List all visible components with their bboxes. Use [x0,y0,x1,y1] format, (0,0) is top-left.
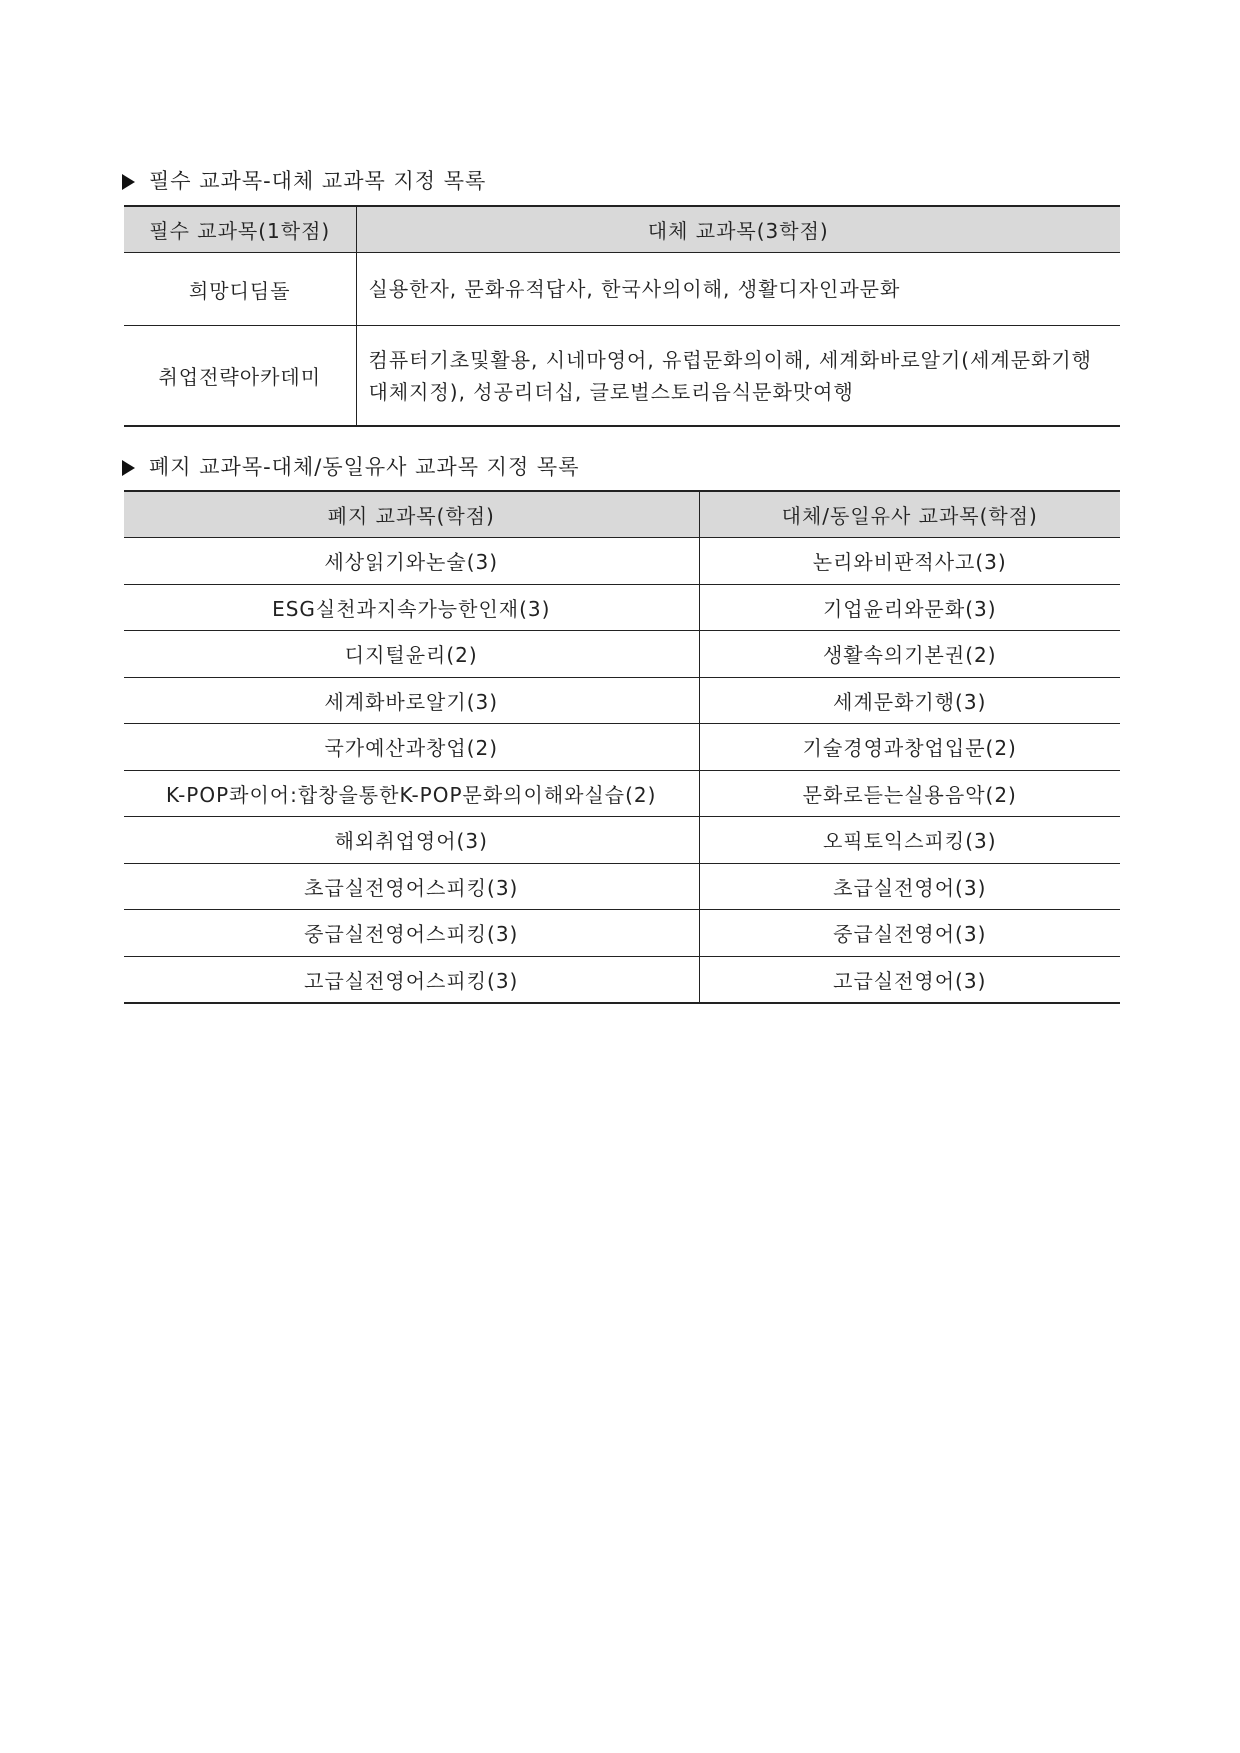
table-row [124,863,1120,910]
replacement-course-cell: 중급실전영어(3) [699,910,1120,957]
abolished-course-cell: 세계화바로알기(3) [124,677,699,724]
table-row [124,326,1120,427]
section2-title [122,451,580,481]
alternative-course-line: 컴퓨터기초및활용, 시네마영어, 유럽문화의이해, 세계화바로알기(세계문화기행 [368,347,1093,372]
table-header-row [124,206,1120,253]
table-row [124,910,1120,957]
abolished-course-cell: K-POP콰이어:합창을통한K-POP문화의이해와실습(2) [124,770,699,817]
replacement-course-cell: 논리와비판적사고(3) [699,538,1120,585]
replacement-course-cell: 세계문화기행(3) [699,677,1120,724]
alternative-course-cell [356,326,1120,427]
table-row [124,584,1120,631]
table-row [124,677,1120,724]
required-course-cell: 희망디딤돌 [124,253,356,326]
abolished-course-cell: 세상읽기와논술(3) [124,538,699,585]
header-replacement-course: 대체/동일유사 교과목(학점) [699,491,1120,538]
replacement-course-cell: 오픽토익스피킹(3) [699,817,1120,864]
table-row [124,817,1120,864]
section1-title [122,165,486,195]
abolished-course-cell: 초급실전영어스피킹(3) [124,863,699,910]
triangle-bullet-icon [122,460,135,476]
abolished-course-cell: 국가예산과창업(2) [124,724,699,771]
replacement-course-cell: 기업윤리와문화(3) [699,584,1120,631]
table-header-row [124,491,1120,538]
header-abolished-course: 폐지 교과목(학점) [124,491,699,538]
table-row [124,724,1120,771]
abolished-course-cell: 중급실전영어스피킹(3) [124,910,699,957]
required-course-table [124,205,1120,427]
table-row [124,538,1120,585]
header-required-course: 필수 교과목(1학점) [124,206,356,253]
triangle-bullet-icon [122,174,135,190]
required-course-cell: 취업전략아카데미 [124,326,356,427]
abolished-course-cell: 해외취업영어(3) [124,817,699,864]
section2-title-text: 폐지 교과목-대체/동일유사 교과목 지정 목록 [149,455,580,479]
table-row [124,631,1120,678]
table-row [124,770,1120,817]
section1-title-text: 필수 교과목-대체 교과목 지정 목록 [149,169,487,193]
table-row [124,956,1120,1003]
replacement-course-cell: 문화로듣는실용음악(2) [699,770,1120,817]
abolished-course-cell: 고급실전영어스피킹(3) [124,956,699,1003]
replacement-course-cell: 생활속의기본권(2) [699,631,1120,678]
alternative-course-cell [356,253,1120,326]
table-row [124,253,1120,326]
replacement-course-cell: 기술경영과창업입문(2) [699,724,1120,771]
alternative-course-line: 실용한자, 문화유적답사, 한국사의이해, 생활디자인과문화 [368,277,901,301]
abolished-course-cell: 디지털윤리(2) [124,631,699,678]
header-alternative-course: 대체 교과목(3학점) [356,206,1120,253]
replacement-course-cell: 고급실전영어(3) [699,956,1120,1003]
abolished-course-cell: ESG실천과지속가능한인재(3) [124,584,699,631]
alternative-course-line: 대체지정), 성공리더십, 글로벌스토리음식문화맛여행 [368,379,854,404]
abolished-course-table [124,490,1120,1004]
replacement-course-cell: 초급실전영어(3) [699,863,1120,910]
